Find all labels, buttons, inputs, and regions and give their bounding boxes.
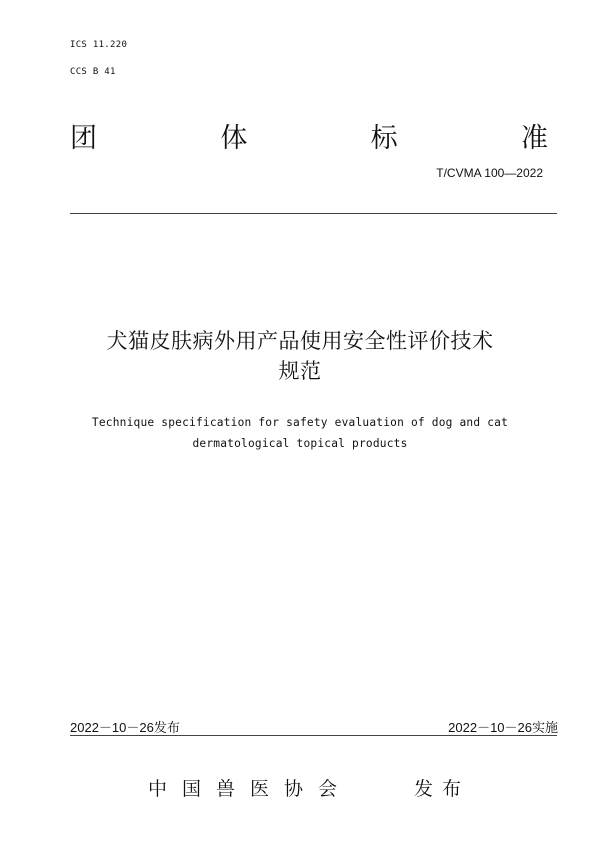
english-title-line: Technique specification for safety evaluation of dog and cat: [91, 416, 509, 429]
chinese-title: [0, 326, 600, 386]
english-title-line: dermatological topical products: [192, 437, 408, 450]
ics-code: ICS 11.220: [70, 40, 128, 50]
issue-label: 发布: [414, 778, 471, 800]
standard-type-char: 团: [70, 123, 97, 154]
chinese-title-line: 犬猫皮肤病外用产品使用安全性评价技术: [106, 329, 494, 353]
standard-type-char: 准: [520, 123, 548, 154]
standard-type-char: 标: [370, 123, 398, 154]
standard-number: T/CVMA 100—2022: [436, 166, 543, 180]
top-divider: [70, 213, 557, 214]
bottom-divider: [70, 735, 557, 736]
ccs-code: CCS B 41: [70, 67, 116, 77]
standard-type-char: 体: [220, 123, 248, 154]
standard-type-heading: [70, 116, 548, 155]
implement-date: 2022－10－26实施: [448, 720, 558, 735]
publish-date: 2022－10－26发布: [70, 720, 180, 735]
english-title: [0, 412, 600, 454]
chinese-title-line: 规范: [278, 359, 322, 383]
issuing-organization: 中国兽医协会: [148, 778, 353, 800]
